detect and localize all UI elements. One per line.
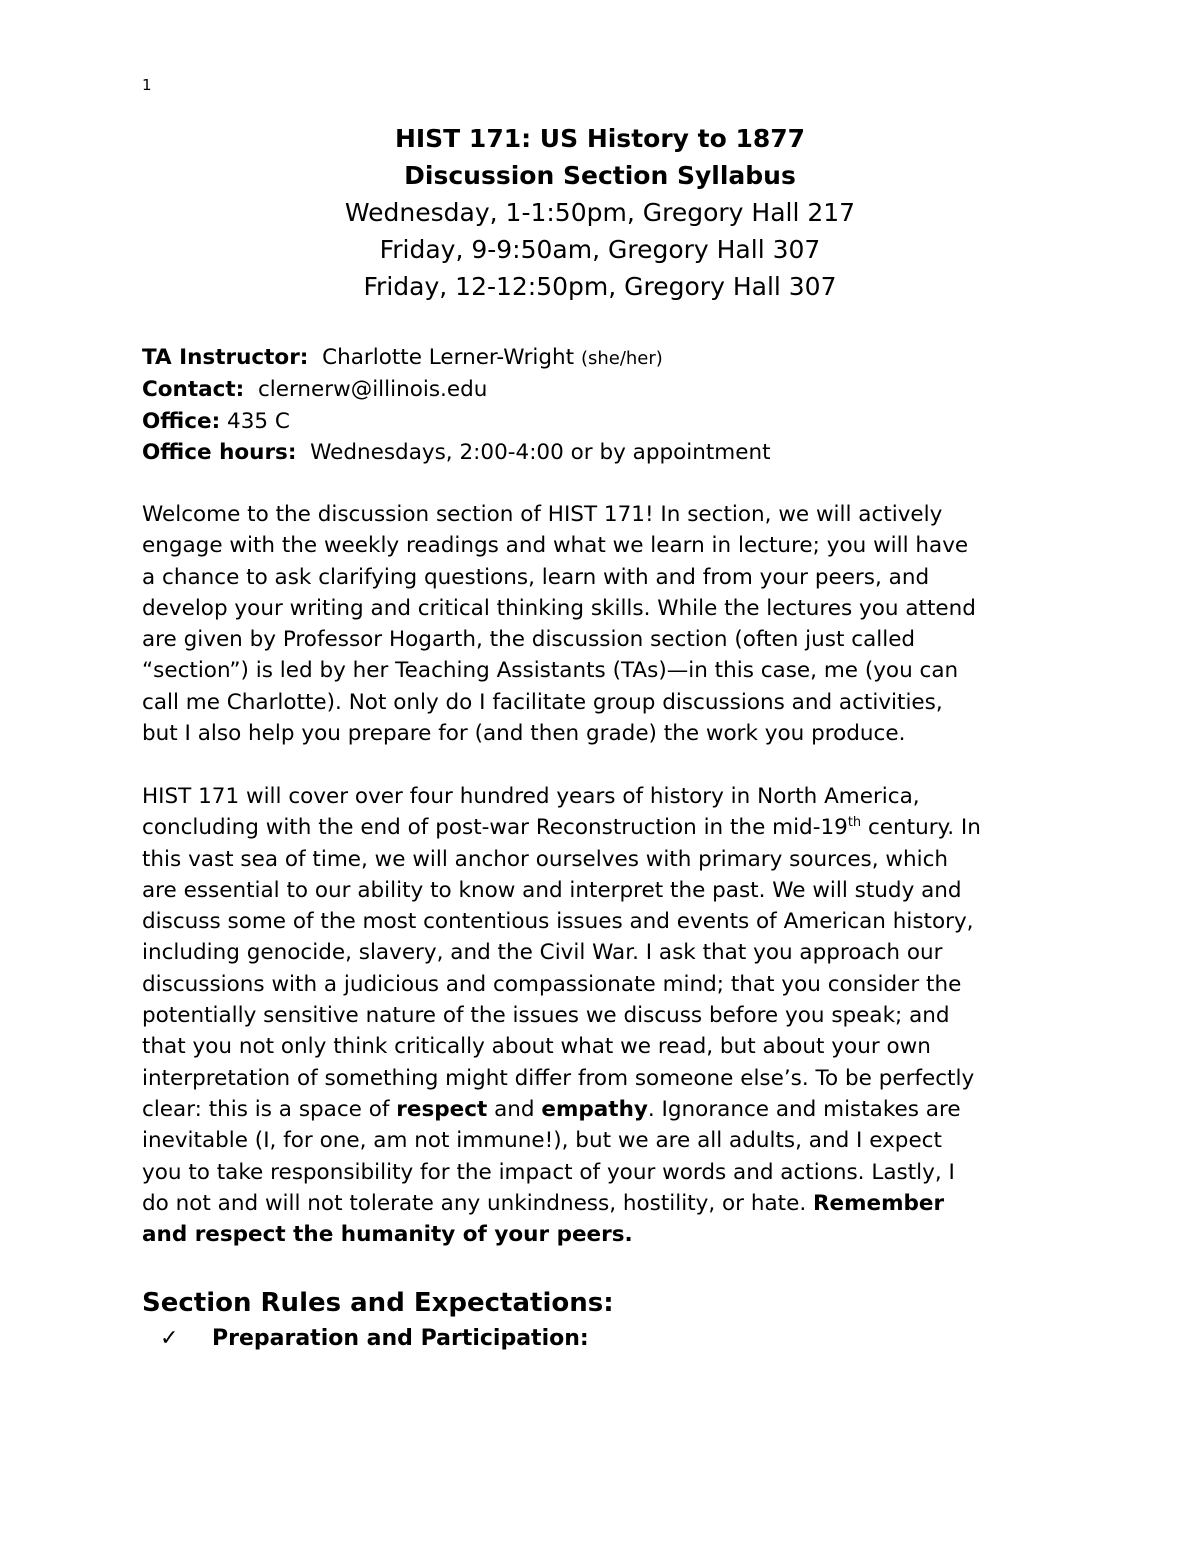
paragraph-line [142, 1094, 1082, 1125]
checkmark-icon: ✓ [160, 1326, 179, 1351]
line-text: clear: this is a space of [142, 1096, 397, 1122]
paragraph-line [142, 1188, 1082, 1219]
paragraph-line: inevitable (I, for one, am not immune!), but we are all adults, and I expect [142, 1128, 942, 1154]
instructor-row [142, 342, 771, 374]
emphasis-respect: respect [396, 1096, 488, 1122]
document-subtitle: Discussion Section Syllabus [404, 161, 796, 190]
title-block [0, 120, 1200, 305]
session-time-3: Friday, 12-12:50pm, Gregory Hall 307 [363, 272, 837, 301]
office-row [142, 406, 771, 437]
paragraph-line: “section”) is led by her Teaching Assistants (TAs)—in this case, me (you can [142, 658, 959, 684]
paragraph-line: this vast sea of time, we will anchor ourselves with primary sources, which [142, 846, 949, 872]
paragraph-line: that you not only think critically about what we read, but about your own [142, 1034, 931, 1060]
instructor-pronouns: (she/her) [580, 348, 663, 369]
emphasis-humanity-line: and respect the humanity of your peers. [142, 1222, 633, 1248]
line-text: do not and will not tolerate any unkindness, hostility, or hate. [142, 1190, 813, 1216]
instructor-label: TA Instructor: [142, 345, 309, 370]
paragraph-line: are given by Professor Hogarth, the discussion section (often just called [142, 627, 916, 653]
paragraph-line: Welcome to the discussion section of HIST 171! In section, we will actively [142, 502, 943, 527]
contact-email: clernerw@illinois.edu [257, 377, 488, 403]
instructor-name: Charlotte Lerner-Wright [322, 345, 575, 370]
line-text: century. In [861, 815, 981, 841]
paragraph-line: a chance to ask clarifying questions, learn with and from your peers, and [142, 564, 930, 590]
section-rules-heading: Section Rules and Expectations: [142, 1288, 614, 1318]
paragraph-line: HIST 171 will cover over four hundred years of history in North America, [142, 784, 920, 809]
paragraph-line [142, 812, 1082, 843]
line-text: . Ignorance and mistakes are [647, 1096, 961, 1122]
office-hours-row [142, 437, 771, 468]
contact-row [142, 374, 771, 405]
contact-label: Contact: [142, 377, 245, 403]
paragraph-line: you to take responsibility for the impact of your words and actions. Lastly, I [142, 1159, 955, 1185]
session-time-1: Wednesday, 1-1:50pm, Gregory Hall 217 [344, 198, 856, 227]
course-title: HIST 171: US History to 1877 [394, 124, 806, 153]
session-time-2: Friday, 9-9:50am, Gregory Hall 307 [379, 235, 821, 264]
checklist-item [160, 1323, 589, 1355]
emphasis-empathy: empathy [541, 1096, 648, 1122]
paragraph-line: but I also help you prepare for (and then grade) the work you produce. [142, 721, 906, 747]
paragraph-line: engage with the weekly readings and what we learn in lecture; you will have [142, 533, 969, 559]
office-hours-value: Wednesdays, 2:00-4:00 or by appointment [310, 439, 771, 465]
rules-checklist [160, 1323, 589, 1355]
office-hours-label: Office hours: [142, 439, 297, 465]
line-text: and [487, 1096, 542, 1122]
paragraph-line: develop your writing and critical thinking skills. While the lectures you attend [142, 595, 976, 621]
line-text: concluding with the end of post-war Reconstruction in the mid-19 [142, 815, 848, 841]
office-label: Office: [142, 408, 221, 434]
emphasis-remember: Remember [812, 1190, 945, 1216]
welcome-paragraph [142, 499, 1082, 749]
checklist-item-label: Preparation and Participation: [212, 1326, 589, 1351]
paragraph-line: call me Charlotte). Not only do I facilitate group discussions and activities, [142, 689, 943, 715]
paragraph-line: including genocide, slavery, and the Civil War. I ask that you approach our [142, 940, 943, 966]
course-overview-paragraph [142, 781, 1082, 1250]
paragraph-line: potentially sensitive nature of the issues we discuss before you speak; and [142, 1003, 950, 1029]
paragraph-line: discussions with a judicious and compassionate mind; that you consider the [142, 971, 962, 997]
paragraph-line: are essential to our ability to know and interpret the past. We will study and [142, 877, 962, 903]
office-number: 435 C [227, 408, 290, 434]
ordinal-suffix: th [847, 815, 862, 831]
page-number: 1 [142, 76, 152, 94]
paragraph-line: interpretation of something might differ from someone else’s. To be perfectly [142, 1065, 975, 1091]
instructor-info [142, 342, 771, 468]
paragraph-line: discuss some of the most contentious issues and events of American history, [142, 909, 974, 935]
